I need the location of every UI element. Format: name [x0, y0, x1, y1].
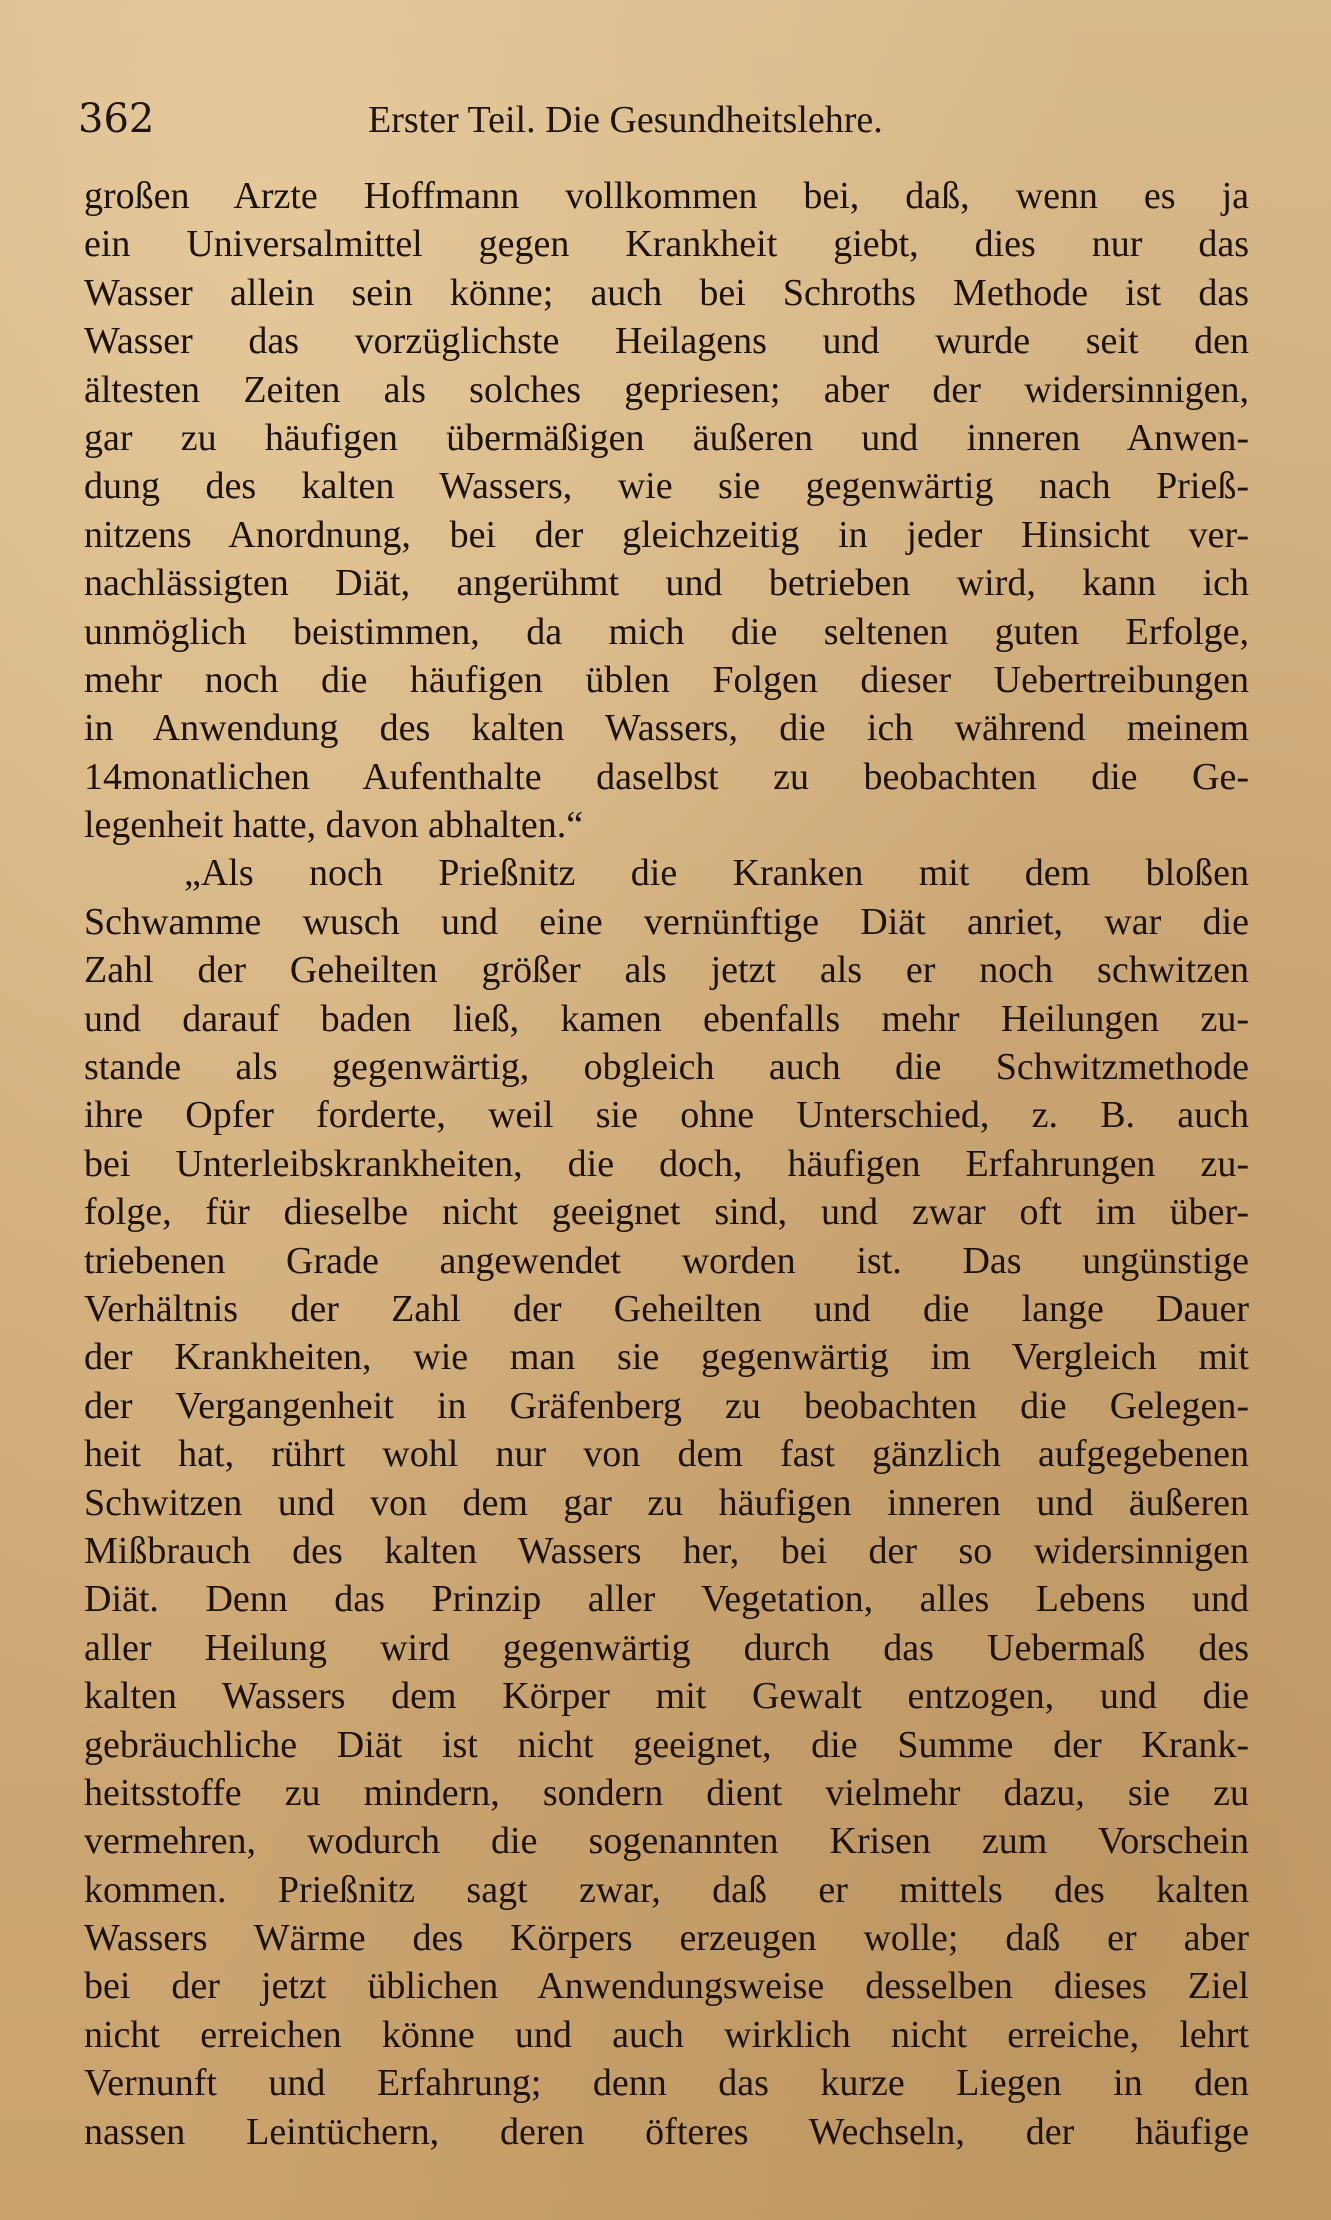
text-line: heit hat, rührt wohl nur von dem fast gänzlich aufgegebenen [84, 1433, 1249, 1476]
text-line: der Krankheiten, wie man sie gegenwärtig im Vergleich mit [84, 1336, 1249, 1379]
text-line: vermehren, wodurch die sogenannten Krisen zum Vorschein [84, 1820, 1249, 1863]
text-line: 14monatlichen Aufenthalte daselbst zu beobachten die Ge- [84, 755, 1249, 798]
text-line: bei der jetzt üblichen Anwendungsweise desselben dieses Ziel [84, 1965, 1249, 2008]
text-line: heitsstoffe zu mindern, sondern dient vielmehr dazu, sie zu [84, 1771, 1249, 1814]
text-line: und darauf baden ließ, kamen ebenfalls mehr Heilungen zu- [84, 997, 1249, 1040]
text-line: Zahl der Geheilten größer als jetzt als er noch schwitzen [84, 949, 1249, 992]
text-line: ältesten Zeiten als solches gepriesen; aber der widersinnigen, [84, 368, 1249, 411]
text-line: Diät. Denn das Prinzip aller Vegetation, alles Lebens und [84, 1578, 1249, 1621]
text-line: nassen Leintüchern, deren öfteres Wechseln, der häufige [84, 2110, 1249, 2153]
body-text [84, 172, 1249, 2156]
text-line: unmöglich beistimmen, da mich die seltenen guten Erfolge, [84, 610, 1249, 653]
page-number: 362 [78, 96, 155, 142]
text-line: Schwitzen und von dem gar zu häufigen inneren und äußeren [84, 1481, 1249, 1524]
text-line: folge, für dieselbe nicht geeignet sind, und zwar oft im über- [84, 1191, 1249, 1234]
text-line: Wasser allein sein könne; auch bei Schroths Methode ist das [84, 271, 1249, 314]
running-head: Erster Teil. Die Gesundheitslehre. [368, 99, 883, 141]
text-line: Wassers Wärme des Körpers erzeugen wolle; daß er aber [84, 1917, 1249, 1960]
text-line: nitzens Anordnung, bei der gleichzeitig in jeder Hinsicht ver- [84, 513, 1249, 556]
text-line: großen Arzte Hoffmann vollkommen bei, daß, wenn es ja [84, 175, 1249, 217]
text-line: „Als noch Prießnitz die Kranken mit dem bloßen [184, 852, 1249, 895]
text-line: ein Universalmittel gegen Krankheit giebt, dies nur das [84, 223, 1249, 266]
page-header [78, 96, 1258, 156]
text-line: Verhältnis der Zahl der Geheilten und die lange Dauer [84, 1287, 1249, 1330]
text-line: legenheit hatte, davon abhalten.“ [84, 804, 584, 847]
text-line: nachlässigten Diät, angerühmt und betrieben wird, kann ich [84, 562, 1249, 605]
text-line: dung des kalten Wassers, wie sie gegenwärtig nach Prieß- [84, 465, 1249, 508]
text-line: triebenen Grade angewendet worden ist. Das ungünstige [84, 1239, 1249, 1282]
text-line: in Anwendung des kalten Wassers, die ich während meinem [84, 707, 1249, 750]
text-line: kalten Wassers dem Körper mit Gewalt entzogen, und die [84, 1675, 1249, 1718]
text-line: aller Heilung wird gegenwärtig durch das Uebermaß des [84, 1626, 1249, 1669]
text-line: Mißbrauch des kalten Wassers her, bei der so widersinnigen [84, 1529, 1249, 1572]
text-line: Wasser das vorzüglichste Heilagens und wurde seit den [84, 320, 1249, 363]
text-line: gar zu häufigen übermäßigen äußeren und inneren Anwen- [84, 416, 1249, 459]
text-line: stande als gegenwärtig, obgleich auch die Schwitzmethode [84, 1046, 1249, 1089]
text-line: nicht erreichen könne und auch wirklich nicht erreiche, lehrt [84, 2013, 1249, 2056]
text-line: der Vergangenheit in Gräfenberg zu beobachten die Gelegen- [84, 1384, 1249, 1427]
text-line: bei Unterleibskrankheiten, die doch, häufigen Erfahrungen zu- [84, 1142, 1249, 1185]
text-line: gebräuchliche Diät ist nicht geeignet, die Summe der Krank- [84, 1723, 1249, 1766]
text-line: Vernunft und Erfahrung; denn das kurze Liegen in den [84, 2062, 1249, 2105]
text-line: Schwamme wusch und eine vernünftige Diät anriet, war die [84, 900, 1249, 943]
text-line: ihre Opfer forderte, weil sie ohne Unterschied, z. B. auch [84, 1094, 1249, 1137]
text-line: kommen. Prießnitz sagt zwar, daß er mittels des kalten [84, 1868, 1249, 1911]
text-line: mehr noch die häufigen üblen Folgen dieser Uebertreibungen [84, 658, 1249, 701]
